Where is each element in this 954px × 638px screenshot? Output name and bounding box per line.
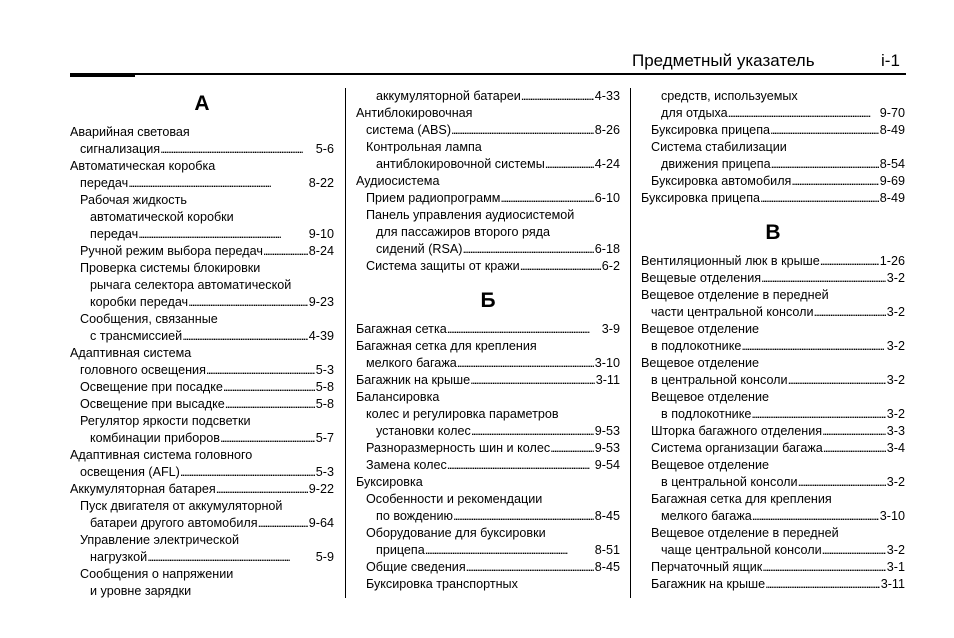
index-entry-text: Освещение при посадке [80,380,223,394]
index-entry-text: передач [80,176,129,190]
index-entry-text: Замена колес [366,458,447,472]
index-entry-text: головного освещения [80,363,206,377]
index-entry [641,88,905,105]
dot-leader [814,304,886,321]
index-entry [70,566,334,583]
dot-leader [223,379,315,396]
index-entry-text: Вещевое отделение [641,322,760,336]
index-entry [356,525,620,542]
index-entry-text: Автоматическая коробка [70,159,216,173]
index-entry-page: 5-3 [315,363,334,377]
index-entry [70,226,334,243]
index-column-2 [356,88,620,593]
index-entry-text: Управление электрической [80,533,240,547]
index-entry [70,175,334,192]
index-entry [356,241,620,258]
running-header-title: Предметный указатель [632,51,815,70]
dot-leader [147,549,315,566]
index-entry-text: Вентиляционный люк в крыше [641,254,820,268]
dot-leader [447,321,601,338]
index-entry [641,338,905,355]
index-entry-text: в центральной консоли [651,373,788,387]
index-entry-page: 9-53 [594,424,620,438]
index-entry-page: 3-2 [886,305,905,319]
dot-leader [180,464,315,481]
index-entry [641,474,905,491]
dot-leader [225,396,315,413]
index-entry [641,440,905,457]
index-entry-text: нагрузкой [90,550,148,564]
index-entry [356,258,620,275]
index-entry [356,88,620,105]
index-entry [70,345,334,362]
index-entry-text: средств, используемых [661,89,798,103]
dot-leader [765,576,880,593]
index-entry [70,379,334,396]
dot-leader [258,515,308,532]
index-entry-page: 5-9 [315,550,334,564]
dot-leader [728,105,879,122]
index-entry-text: рычага селектора автоматической [90,278,292,292]
index-column-1 [70,88,334,600]
index-entry [641,389,905,406]
index-entry-text: сидений (RSA) [376,242,463,256]
index-entry [641,372,905,389]
index-entry-text: аккумуляторной батареи [376,89,521,103]
index-entry [641,576,905,593]
index-entry-text: мелкого багажа [661,509,752,523]
index-entry [70,430,334,447]
index-entry [70,413,334,430]
index-entry-text: Вещевое отделение [651,458,770,472]
index-entry-text: движения прицепа [661,157,771,171]
dot-leader [788,372,886,389]
index-entry [641,270,905,287]
index-entry-text: Вещевое отделение [641,356,760,370]
index-entry [641,156,905,173]
index-entry [356,173,620,190]
dot-leader [760,190,879,207]
index-entry [70,260,334,277]
index-entry-page: 9-10 [308,227,334,241]
dot-leader [263,243,308,260]
index-entry [70,209,334,226]
index-entry [356,355,620,372]
index-entry [641,525,905,542]
index-entry-page: 8-26 [594,123,620,137]
index-entry-page: 3-11 [880,577,905,591]
index-entry-page: 3-2 [886,543,905,557]
index-entry [641,423,905,440]
dot-leader [220,430,315,447]
dot-leader [820,253,879,270]
index-entry-page: 4-33 [594,89,620,103]
index-entry-page: 3-9 [601,322,620,336]
index-entry-page: 9-70 [879,106,905,120]
index-entry [356,207,620,224]
index-entry [356,542,620,559]
index-entry [70,396,334,413]
index-entry-text: Аварийная световая [70,125,190,139]
dot-leader [822,542,886,559]
index-entry-text: для пассажиров второго ряда [376,225,550,239]
index-entry [70,549,334,566]
index-entry-page: 4-24 [594,157,620,171]
index-column-3 [641,88,905,593]
index-entry-page: 9-23 [308,295,334,309]
index-entry [70,362,334,379]
index-letter-heading: А [194,92,210,115]
index-entry-text: Панель управления аудиосистемой [366,208,575,222]
index-entry-text: прицепа [376,543,425,557]
index-entry [70,277,334,294]
index-entry-page: 4-39 [308,329,334,343]
index-entry-text: Антиблокировочная [356,106,473,120]
index-entry [641,559,905,576]
index-entry-page: 6-10 [594,191,620,205]
dot-leader [138,226,308,243]
index-entry [641,491,905,508]
index-entry-page: 3-10 [879,509,905,523]
index-entry-page: 3-2 [886,475,905,489]
index-entry-text: для отдыха [661,106,728,120]
dot-leader [470,372,595,389]
index-entry [70,515,334,532]
index-entry-page: 9-22 [308,482,334,496]
dot-leader [521,88,594,105]
index-entry [356,190,620,207]
index-entry [641,406,905,423]
index-entry [70,498,334,515]
dot-leader [823,440,886,457]
index-entry [356,122,620,139]
index-entry-page: 5-8 [315,397,334,411]
index-letter-heading: Б [480,289,496,312]
column-divider [630,88,631,598]
index-entry [70,583,334,600]
index-entry-text: освещения (AFL) [80,465,180,479]
dot-leader [770,122,879,139]
index-entry [641,190,905,207]
index-entry-page: 9-54 [594,458,620,472]
index-entry-text: Общие сведения [366,560,466,574]
index-entry-text: Контрольная лампа [366,140,482,154]
index-entry-page: 5-6 [315,142,334,156]
index-entry-text: Буксировка автомобиля [651,174,792,188]
dot-leader [463,241,594,258]
index-entry-text: мелкого багажа [366,356,457,370]
index-entry-text: Сообщения о напряжении [80,567,234,581]
index-entry-text: антиблокировочной системы [376,157,545,171]
index-entry-text: установки колес [376,424,471,438]
index-entry [356,321,620,338]
index-entry-text: Шторка багажного отделения [651,424,823,438]
dot-leader [550,440,594,457]
index-letter-heading: В [765,221,781,244]
index-entry [70,158,334,175]
dot-leader [457,355,594,372]
index-entry-text: Адаптивная система головного [70,448,253,462]
index-entry-page: 5-3 [315,465,334,479]
dot-leader [791,173,878,190]
dot-leader [466,559,594,576]
index-entry [70,447,334,464]
index-entry [641,542,905,559]
index-entry [641,287,905,304]
index-entry-text: Буксировка [356,475,423,489]
index-entry [356,156,620,173]
index-entry [356,474,620,491]
index-entry-text: Перчаточный ящик [651,560,763,574]
index-entry-page: 8-22 [308,176,334,190]
dot-leader [500,190,593,207]
index-entry-page: 6-18 [594,242,620,256]
index-entry-text: Буксировка прицепа [641,191,761,205]
index-entry-text: части центральной консоли [651,305,814,319]
index-entry-text: Регулятор яркости подсветки [80,414,251,428]
index-entry-page: 8-45 [594,560,620,574]
index-entry-page: 9-69 [879,174,905,188]
index-entry-text: Багажник на крыше [356,373,471,387]
index-entry [356,372,620,389]
index-entry [356,576,620,593]
dot-leader [752,508,879,525]
index-entry-text: Багажник на крыше [651,577,766,591]
index-entry [70,124,334,141]
index-entry [356,491,620,508]
index-entry [641,304,905,321]
index-entry-text: Балансировка [356,390,440,404]
index-entry-text: система (ABS) [366,123,452,137]
index-entry-text: Освещение при высадке [80,397,225,411]
index-entry-text: Багажная сетка для крепления [651,492,832,506]
index-entry-page: 3-3 [886,424,905,438]
index-entry [356,338,620,355]
index-entry-text: в подлокотнике [651,339,742,353]
dot-leader [520,258,601,275]
index-entry-text: Аудиосистема [356,174,440,188]
dot-leader [741,338,885,355]
dot-leader [451,122,594,139]
index-entry-page: 3-4 [886,441,905,455]
index-entry-text: Буксировка прицепа [651,123,771,137]
index-entry [356,406,620,423]
index-entry [356,224,620,241]
index-entry [356,139,620,156]
index-entry-text: Багажная сетка для крепления [356,339,537,353]
index-entry [70,532,334,549]
index-entry [356,508,620,525]
index-entry-text: Оборудование для буксировки [366,526,546,540]
dot-leader [216,481,308,498]
index-entry-text: батареи другого автомобиля [90,516,258,530]
index-entry-page: 1-26 [879,254,905,268]
index-entry-text: Пуск двигателя от аккумуляторной [80,499,283,513]
index-entry-page: 9-53 [594,441,620,455]
page-number: i-1 [881,51,900,70]
index-entry-text: с трансмиссией [90,329,183,343]
index-entry [641,139,905,156]
index-entry [641,355,905,372]
dot-leader [545,156,594,173]
index-entry [356,440,620,457]
index-entry-text: комбинации приборов [90,431,220,445]
index-entry-page: 3-2 [886,373,905,387]
header-rule-accent [70,75,135,77]
dot-leader [751,406,885,423]
dot-leader [160,141,315,158]
index-entry [641,457,905,474]
index-entry-text: по вождению [376,509,453,523]
index-entry [70,192,334,209]
index-entry-text: Аккумуляторная батарея [70,482,216,496]
dot-leader [762,559,886,576]
index-entry-page: 3-2 [886,271,905,285]
column-divider [345,88,346,598]
index-entry-text: Система защиты от кражи [366,259,520,273]
index-entry [356,457,620,474]
index-entry-text: Разноразмерность шин и колес [366,441,551,455]
index-entry-text: сигнализация [80,142,161,156]
dot-leader [128,175,308,192]
dot-leader [425,542,594,559]
index-entry-text: Сообщения, связанные [80,312,218,326]
index-entry-page: 8-49 [879,191,905,205]
dot-leader [798,474,886,491]
index-entry-page: 3-10 [594,356,620,370]
index-entry-text: колес и регулировка параметров [366,407,559,421]
index-entry-page: 3-11 [595,373,620,387]
index-entry-page: 8-51 [594,543,620,557]
index-entry-text: Вещевое отделение в передней [641,288,829,302]
index-entry [70,294,334,311]
dot-leader [447,457,594,474]
index-entry-text: Ручной режим выбора передач [80,244,263,258]
dot-leader [453,508,594,525]
dot-leader [182,328,308,345]
dot-leader [471,423,594,440]
index-entry [70,311,334,328]
index-entry-text: Система организации багажа [651,441,823,455]
index-entry [70,141,334,158]
dot-leader [188,294,308,311]
index-entry-text: чаще центральной консоли [661,543,822,557]
index-entry-page: 3-2 [886,339,905,353]
index-entry-page: 8-45 [594,509,620,523]
index-entry-text: Вещевое отделение [651,390,770,404]
index-entry-page: 8-24 [308,244,334,258]
index-entry [641,122,905,139]
index-entry-page: 5-8 [315,380,334,394]
index-entry-text: Адаптивная система [70,346,192,360]
index-entry-text: в центральной консоли [661,475,798,489]
index-entry [641,173,905,190]
index-entry [356,423,620,440]
index-entry-text: и уровне зарядки [90,584,192,598]
index-entry-text: коробки передач [90,295,189,309]
index-entry-text: Особенности и рекомендации [366,492,543,506]
index-entry-text: Прием радиопрограмм [366,191,501,205]
index-entry [70,243,334,260]
index-entry [641,105,905,122]
index-entry-page: 6-2 [601,259,620,273]
index-entry [356,389,620,406]
header-rule [70,73,906,75]
index-entry-page: 8-49 [879,123,905,137]
index-entry [641,321,905,338]
index-entry [70,464,334,481]
index-entry-text: Система стабилизации [651,140,787,154]
index-entry-text: Багажная сетка [356,322,447,336]
dot-leader [761,270,886,287]
index-entry [356,559,620,576]
index-entry [70,328,334,345]
index-entry-page: 8-54 [879,157,905,171]
index-entry [641,253,905,270]
index-entry-page: 5-7 [315,431,334,445]
index-entry-text: Вещевое отделение в передней [651,526,839,540]
index-entry-text: автоматической коробки [90,210,234,224]
index-entry [641,508,905,525]
index-entry-text: Вещевые отделения [641,271,762,285]
index-entry-page: 3-2 [886,407,905,421]
index-entry-page: 3-1 [886,560,905,574]
section-gap [356,275,620,285]
index-entry [70,481,334,498]
index-entry [356,105,620,122]
index-entry-text: передач [90,227,139,241]
dot-leader [206,362,315,379]
section-gap [641,207,905,217]
index-entry-page: 9-64 [308,516,334,530]
dot-leader [822,423,886,440]
index-entry-text: Буксировка транспортных [366,577,518,591]
index-entry-text: в подлокотнике [661,407,752,421]
dot-leader [771,156,879,173]
index-entry-text: Рабочая жидкость [80,193,187,207]
index-entry-text: Проверка системы блокировки [80,261,261,275]
